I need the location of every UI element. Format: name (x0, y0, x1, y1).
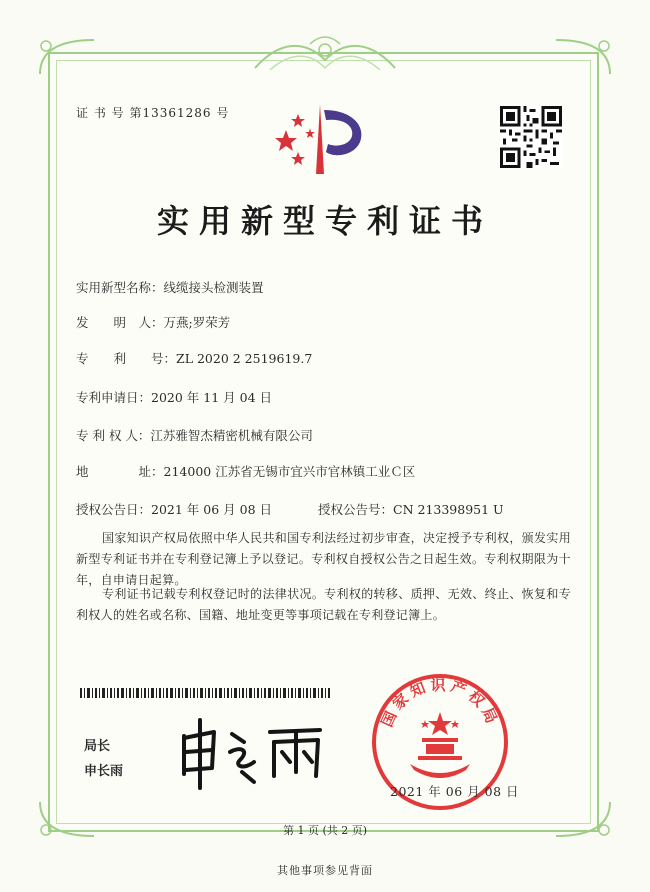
field-label: 专利申请日： (76, 390, 152, 405)
field-address (76, 462, 415, 480)
field-label: 实用新型名称： (76, 280, 164, 295)
field-label: 发 明 人： (76, 315, 164, 330)
seal-date: 2021 年 06 月 08 日 (390, 784, 519, 799)
corner-ornament-tl-icon (30, 30, 100, 76)
field-value: 214000 江苏省无锡市宜兴市官林镇工业Ｃ区 (163, 464, 416, 479)
field-patent-number (76, 349, 312, 367)
director-name: 申长雨 (84, 764, 124, 779)
field-grant-date (76, 500, 272, 518)
field-value: ZL 2020 2 2519619.7 (176, 351, 313, 366)
field-value: CN 213398951 U (393, 502, 504, 517)
svg-text:国家知识产权局: 国家知识产权局 (377, 676, 503, 730)
field-label: 地 址： (76, 464, 164, 479)
director-title: 局长 (84, 739, 111, 754)
corner-ornament-tr-icon (550, 30, 620, 76)
field-value: 万燕;罗荣芳 (163, 315, 231, 330)
barcode-icon (80, 688, 330, 698)
page-indicator: 第 1 页 (共 2 页) (282, 824, 368, 837)
field-patentee (76, 426, 313, 444)
field-label: 授权公告号： (318, 502, 394, 517)
qr-code-icon (500, 106, 562, 168)
field-value: 2020 年 11 月 04 日 (151, 390, 273, 405)
certificate-number: 证 书 号 第13361286 号 (76, 106, 230, 120)
signature-icon (170, 712, 330, 792)
field-label: 专 利 权 人： (76, 428, 151, 443)
field-grant-number (318, 500, 504, 518)
field-inventor (76, 313, 230, 331)
cnipa-logo-icon (272, 100, 367, 180)
field-value: 2021 年 06 月 08 日 (151, 502, 273, 517)
top-ornament-icon (250, 30, 400, 76)
field-label: 授权公告日： (76, 502, 152, 517)
field-filing-date (76, 388, 272, 406)
field-label: 专 利 号： (76, 351, 177, 366)
field-model-name (76, 278, 264, 296)
grant-statement-paragraph: 国家知识产权局依照中华人民共和国专利法经过初步审查，决定授予专利权，颁发实用新型专利证书并在专利登记簿上予以登记。专利权自授权公告之日起生效。专利权期限为十年，自申请日起算。 (76, 531, 571, 587)
legal-status-paragraph: 专利证书记载专利权登记时的法律状况。专利权的转移、质押、无效、终止、恢复和专利权人的姓名或名称、国籍、地址变更等事项记载在专利登记簿上。 (76, 587, 571, 622)
field-value: 江苏雅智杰精密机械有限公司 (150, 428, 313, 443)
field-value: 线缆接头检测装置 (163, 280, 264, 295)
certificate-title: 实用新型专利证书 (156, 202, 493, 240)
footer-note: 其他事项参见背面 (277, 864, 373, 877)
